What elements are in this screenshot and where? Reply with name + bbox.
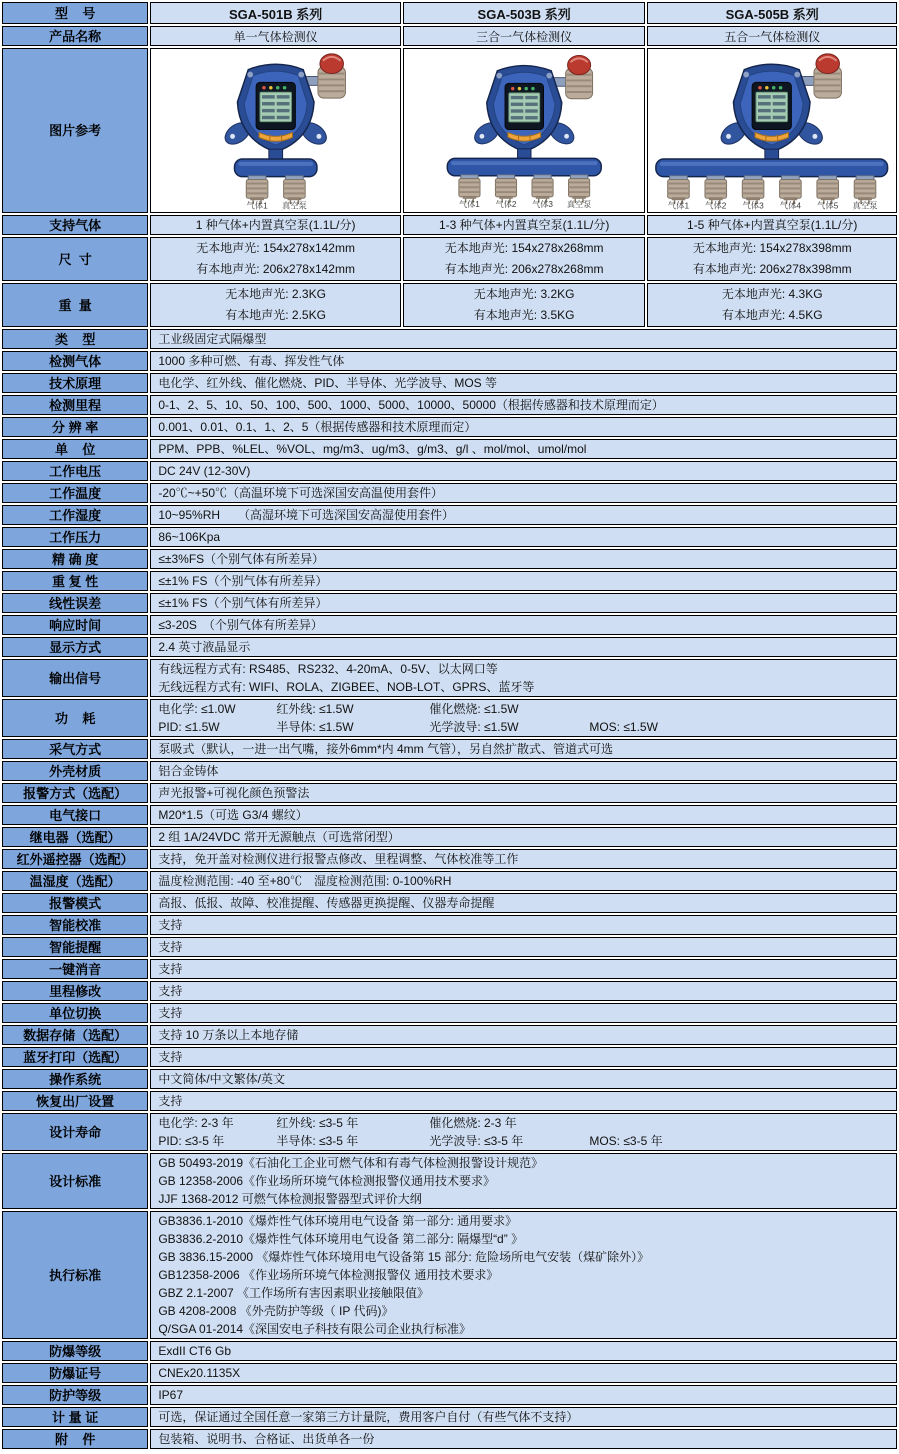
spec-row-value xyxy=(150,461,897,481)
spec-text: 电化学: ≤1.0W xyxy=(158,702,236,716)
spec-row-value xyxy=(150,571,897,591)
spec-row-value xyxy=(150,871,897,891)
spec-row-label: 外壳材质 xyxy=(2,761,148,781)
spec-row xyxy=(2,329,897,349)
spec-text: 支持 xyxy=(158,1006,183,1020)
spec-row-label: 防爆证号 xyxy=(2,1363,148,1383)
spec-row-value xyxy=(150,1025,897,1045)
size-no-alarm: 无本地声光: 154x278x268mm xyxy=(444,241,604,255)
spec-row xyxy=(2,417,897,437)
spec-text: 0.001、0.01、0.1、1、2、5（根据传感器和技术原理而定） xyxy=(158,420,477,434)
spec-row-value xyxy=(150,1047,897,1067)
spec-text: GB 50493-2019《石油化工企业可燃气体和有毒气体检测报警设计规范》 xyxy=(158,1156,544,1170)
spec-text: 铝合金铸体 xyxy=(158,764,219,778)
spec-row-value xyxy=(150,593,897,613)
weight-row xyxy=(2,283,897,327)
spec-row xyxy=(2,893,897,913)
svg-text:真空泵: 真空泵 xyxy=(281,200,307,211)
size-no-alarm: 无本地声光: 154x278x142mm xyxy=(196,241,355,255)
spec-row-value xyxy=(150,1341,897,1361)
spec-text: 支持 xyxy=(158,962,183,976)
spec-row-label: 检测气体 xyxy=(2,351,148,371)
spec-row-value xyxy=(150,1385,897,1405)
spec-row-value xyxy=(150,849,897,869)
product-name-1: 单一气体检测仪 xyxy=(150,26,401,46)
gas-support-1 xyxy=(150,215,401,235)
spec-row-label: 智能提醒 xyxy=(2,937,148,957)
product-name-2: 三合一气体检测仪 xyxy=(403,26,646,46)
spec-text: 2.4 英寸液晶显示 xyxy=(158,640,251,654)
weight-cell-2 xyxy=(403,283,646,327)
spec-row-value xyxy=(150,505,897,525)
svg-text:气体3: 气体3 xyxy=(532,199,553,209)
spec-row-label: 一键消音 xyxy=(2,959,148,979)
spec-text: 可选，保证通过全国任意一家第三方计量院，费用客户自付（有些气体不支持） xyxy=(158,1410,579,1424)
spec-text: 支持 xyxy=(158,1050,183,1064)
spec-row-label: 工作电压 xyxy=(2,461,148,481)
spec-row-label: 检测里程 xyxy=(2,395,148,415)
spec-row xyxy=(2,761,897,781)
spec-text: 电化学: 2-3 年 xyxy=(158,1116,234,1130)
spec-row xyxy=(2,439,897,459)
spec-row-value xyxy=(150,637,897,657)
spec-row xyxy=(2,395,897,415)
svg-text:气体1: 气体1 xyxy=(458,199,480,209)
spec-text: 中文简体/中文繁体/英文 xyxy=(158,1072,285,1086)
size-cell-1 xyxy=(150,237,401,281)
weight-with-alarm: 有本地声光: 4.5KG xyxy=(721,308,823,322)
spec-text: 1000 多种可燃、有毒、挥发性气体 xyxy=(158,354,345,368)
spec-row-value xyxy=(150,1429,897,1449)
gas-support-text: 1-5 种气体+内置真空泵(1.1L/分) xyxy=(687,218,858,232)
spec-text: 温度检测范围: -40 至+80℃ 湿度检测范围: 0-100%RH xyxy=(158,874,452,888)
spec-row xyxy=(2,461,897,481)
spec-row xyxy=(2,1091,897,1111)
spec-text: 电化学、红外线、催化燃烧、PID、半导体、光学波导、MOS 等 xyxy=(158,376,498,390)
row-label-product: 产品名称 xyxy=(2,26,148,46)
spec-row-label: 工作温度 xyxy=(2,483,148,503)
spec-row-label: 防爆等级 xyxy=(2,1341,148,1361)
spec-row-value xyxy=(150,659,897,697)
size-cell-3 xyxy=(647,237,897,281)
spec-row-label: 红外遥控器（选配） xyxy=(2,849,148,869)
svg-text:气体2: 气体2 xyxy=(705,200,727,211)
spec-row xyxy=(2,1363,897,1383)
spec-row xyxy=(2,571,897,591)
spec-row-value xyxy=(150,1407,897,1427)
model-name-3: SGA-505B 系列 xyxy=(647,2,897,24)
spec-text: M20*1.5（可选 G3/4 螺纹） xyxy=(158,808,308,822)
spec-row xyxy=(2,849,897,869)
spec-row xyxy=(2,699,897,737)
spec-row xyxy=(2,1025,897,1045)
spec-text: GB 12358-2006《作业场所环境气体检测报警仪通用技术要求》 xyxy=(158,1174,496,1188)
size-row xyxy=(2,237,897,281)
spec-row-label: 类 型 xyxy=(2,329,148,349)
spec-text: JJF 1368-2012 可燃气体检测报警器型式评价大纲 xyxy=(158,1192,422,1206)
spec-row xyxy=(2,1341,897,1361)
spec-row-label: 设计寿命 xyxy=(2,1113,148,1151)
spec-text: 声光报警+可视化颜色预警法 xyxy=(158,786,310,800)
spec-text: GB3836.2-2010《爆炸性气体环境用电气设备 第二部分: 隔爆型“d” 》 xyxy=(158,1232,524,1246)
spec-row xyxy=(2,351,897,371)
size-with-alarm: 有本地声光: 206x278x268mm xyxy=(444,262,604,276)
spec-text: 2 组 1A/24VDC 常开无源触点（可选常闭型） xyxy=(158,830,400,844)
spec-row xyxy=(2,981,897,1001)
svg-text:气体4: 气体4 xyxy=(780,200,802,211)
spec-row-value xyxy=(150,1069,897,1089)
size-no-alarm: 无本地声光: 154x278x398mm xyxy=(692,241,852,255)
spec-row xyxy=(2,959,897,979)
row-label-size: 尺 寸 xyxy=(2,237,148,281)
svg-text:气体1: 气体1 xyxy=(246,200,268,211)
spec-row-label: 采气方式 xyxy=(2,739,148,759)
spec-text: PPM、PPB、%LEL、%VOL、mg/m3、ug/m3、g/m3、g/l 、mol/mol、umol/mol xyxy=(158,442,587,456)
spec-row xyxy=(2,549,897,569)
svg-text:真空泵: 真空泵 xyxy=(566,199,592,209)
spec-text: ≤±3%FS（个别气体有所差异） xyxy=(158,552,325,566)
spec-text: 半导体: ≤1.5W xyxy=(276,720,354,734)
spec-row xyxy=(2,915,897,935)
spec-row-value xyxy=(150,761,897,781)
spec-text: MOS: ≤1.5W xyxy=(589,720,658,734)
spec-text: 10~95%RH （高湿环境下可选深国安高湿使用套件） xyxy=(158,508,455,522)
row-label-weight: 重 量 xyxy=(2,283,148,327)
spec-text: ≤±1% FS（个别气体有所差异） xyxy=(158,574,328,588)
gas-support-text: 1-3 种气体+内置真空泵(1.1L/分) xyxy=(438,218,610,232)
spec-row-value xyxy=(150,739,897,759)
gas-detector-illustration-3 xyxy=(648,49,896,212)
spec-row xyxy=(2,827,897,847)
spec-text: 催化燃烧: ≤1.5W xyxy=(429,702,519,716)
gas-support-2 xyxy=(403,215,646,235)
spec-row-value xyxy=(150,1211,897,1339)
spec-row-value xyxy=(150,549,897,569)
spec-row xyxy=(2,593,897,613)
spec-text: DC 24V (12-30V) xyxy=(158,464,251,478)
spec-row xyxy=(2,1407,897,1427)
spec-row-value xyxy=(150,1091,897,1111)
spec-row xyxy=(2,505,897,525)
spec-row-value xyxy=(150,981,897,1001)
spec-row-value xyxy=(150,351,897,371)
size-with-alarm: 有本地声光: 206x278x142mm xyxy=(196,262,355,276)
spec-row-value xyxy=(150,439,897,459)
spec-text: GB 3836.15-2000 《爆炸性气体环境用电气设备第 15 部分: 危险场所电气安装（煤矿除外）》 xyxy=(158,1250,650,1264)
spec-row xyxy=(2,1211,897,1339)
spec-text: PID: ≤3-5 年 xyxy=(158,1134,225,1148)
spec-row-value xyxy=(150,527,897,547)
spec-text: PID: ≤1.5W xyxy=(158,720,220,734)
product-image-cell-2 xyxy=(403,48,646,213)
spec-row-label: 工作湿度 xyxy=(2,505,148,525)
spec-row-value xyxy=(150,937,897,957)
spec-text: 无线远程方式有: WIFI、ROLA、ZIGBEE、NOB-LOT、GPRS、蓝牙等 xyxy=(158,680,535,694)
spec-row xyxy=(2,739,897,759)
spec-text: 支持 xyxy=(158,984,183,998)
spec-text: 光学波导: ≤1.5W xyxy=(429,720,519,734)
spec-row xyxy=(2,1153,897,1209)
spec-text: GB 4208-2008 《外壳防护等级（ IP 代码)》 xyxy=(158,1304,394,1318)
spec-row-label: 线性误差 xyxy=(2,593,148,613)
spec-row xyxy=(2,1047,897,1067)
spec-row xyxy=(2,373,897,393)
product-name-3: 五合一气体检测仪 xyxy=(647,26,897,46)
spec-text: ≤±1% FS（个别气体有所差异） xyxy=(158,596,328,610)
spec-row-value xyxy=(150,893,897,913)
spec-text: Q/SGA 01-2014《深国安电子科技有限公司企业执行标准》 xyxy=(158,1322,472,1336)
spec-row-label: 单 位 xyxy=(2,439,148,459)
gas-support-text: 1 种气体+内置真空泵(1.1L/分) xyxy=(195,218,356,232)
spec-text: 支持 xyxy=(158,1094,183,1108)
spec-text: 86~106Kpa xyxy=(158,530,221,544)
spec-text: 半导体: ≤3-5 年 xyxy=(276,1134,359,1148)
spec-text: MOS: ≤3-5 年 xyxy=(589,1134,663,1148)
spec-row-label: 继电器（选配） xyxy=(2,827,148,847)
weight-no-alarm: 无本地声光: 3.2KG xyxy=(473,287,575,301)
spec-row-label: 附 件 xyxy=(2,1429,148,1449)
gas-support-3 xyxy=(647,215,897,235)
spec-text: 支持 xyxy=(158,918,183,932)
spec-text: 支持 xyxy=(158,940,183,954)
spec-text: ≤3-20S （个别气体有所差异） xyxy=(158,618,323,632)
spec-text: 红外线: ≤1.5W xyxy=(276,702,354,716)
product-image-cell-1 xyxy=(150,48,401,213)
spec-text: 支持 10 万条以上本地存储 xyxy=(158,1028,299,1042)
weight-with-alarm: 有本地声光: 3.5KG xyxy=(473,308,575,322)
spec-row-value xyxy=(150,1003,897,1023)
row-label-image: 图片参考 xyxy=(2,48,148,213)
spec-row-value xyxy=(150,805,897,825)
spec-text: 有线远程方式有: RS485、RS232、4-20mA、0-5V、以太网口等 xyxy=(158,662,498,676)
image-row xyxy=(2,48,897,213)
gas-detector-illustration-2 xyxy=(404,49,645,212)
spec-row-label: 重 复 性 xyxy=(2,571,148,591)
spec-row-label: 计 量 证 xyxy=(2,1407,148,1427)
spec-row xyxy=(2,1003,897,1023)
svg-text:气体5: 气体5 xyxy=(817,200,839,211)
spec-row-label: 设计标准 xyxy=(2,1153,148,1209)
spec-text: 包装箱、说明书、合格证、出货单各一份 xyxy=(158,1432,375,1446)
spec-row-label: 蓝牙打印（选配） xyxy=(2,1047,148,1067)
spec-row xyxy=(2,1069,897,1089)
spec-row xyxy=(2,483,897,503)
spec-row-value xyxy=(150,483,897,503)
spec-row-label: 报警模式 xyxy=(2,893,148,913)
svg-text:气体1: 气体1 xyxy=(668,200,690,211)
model-name-1: SGA-501B 系列 xyxy=(150,2,401,24)
spec-text: 0-1、2、5、10、50、100、500、1000、5000、10000、50000（根据传感器和技术原理而定） xyxy=(158,398,664,412)
spec-row xyxy=(2,783,897,803)
spec-text: IP67 xyxy=(158,1388,184,1402)
spec-text: GB3836.1-2010《爆炸性气体环境用电气设备 第一部分: 通用要求》 xyxy=(158,1214,518,1228)
spec-row-label: 功 耗 xyxy=(2,699,148,737)
spec-row-value xyxy=(150,1113,897,1151)
row-label-model: 型 号 xyxy=(2,2,148,24)
weight-no-alarm: 无本地声光: 4.3KG xyxy=(721,287,823,301)
supported-gas-row xyxy=(2,215,897,235)
model-row xyxy=(2,2,897,24)
spec-row-value xyxy=(150,615,897,635)
spec-row-value xyxy=(150,915,897,935)
spec-row-label: 单位切换 xyxy=(2,1003,148,1023)
weight-cell-1 xyxy=(150,283,401,327)
spec-text: -20℃~+50℃（高温环境下可选深国安高温使用套件） xyxy=(158,486,444,500)
spec-row xyxy=(2,937,897,957)
spec-row-label: 执行标准 xyxy=(2,1211,148,1339)
spec-row-label: 显示方式 xyxy=(2,637,148,657)
spec-row-label: 恢复出厂设置 xyxy=(2,1091,148,1111)
spec-row-label: 数据存储（选配） xyxy=(2,1025,148,1045)
spec-row-value xyxy=(150,1153,897,1209)
weight-cell-3 xyxy=(647,283,897,327)
spec-row-value xyxy=(150,1363,897,1383)
weight-with-alarm: 有本地声光: 2.5KG xyxy=(225,308,326,322)
spec-row-value xyxy=(150,417,897,437)
spec-row xyxy=(2,527,897,547)
spec-row-label: 智能校准 xyxy=(2,915,148,935)
spec-row xyxy=(2,615,897,635)
spec-row-value xyxy=(150,395,897,415)
spec-row-label: 工作压力 xyxy=(2,527,148,547)
svg-text:真空泵: 真空泵 xyxy=(852,200,878,211)
spec-row-label: 响应时间 xyxy=(2,615,148,635)
weight-no-alarm: 无本地声光: 2.3KG xyxy=(225,287,326,301)
spec-text: CNEx20.1135X xyxy=(158,1366,241,1380)
product-image-cell-3 xyxy=(647,48,897,213)
spec-row-label: 技术原理 xyxy=(2,373,148,393)
size-cell-2 xyxy=(403,237,646,281)
spec-text: 催化燃烧: 2-3 年 xyxy=(429,1116,517,1130)
spec-row-value xyxy=(150,329,897,349)
spec-row-value xyxy=(150,699,897,737)
spec-row-value xyxy=(150,783,897,803)
product-name-row xyxy=(2,26,897,46)
svg-text:气体2: 气体2 xyxy=(495,199,517,209)
spec-text: 工业级固定式隔爆型 xyxy=(158,332,267,346)
spec-row xyxy=(2,805,897,825)
spec-text: 支持，免开盖对检测仪进行报警点修改、里程调整、气体校准等工作 xyxy=(158,852,519,866)
spec-row-label: 输出信号 xyxy=(2,659,148,697)
spec-text: GBZ 2.1-2007 《工作场所有害因素职业接触限值》 xyxy=(158,1286,430,1300)
model-name-2: SGA-503B 系列 xyxy=(403,2,646,24)
spec-row xyxy=(2,637,897,657)
spec-row-value xyxy=(150,827,897,847)
spec-row-label: 温湿度（选配） xyxy=(2,871,148,891)
spec-text: ExdII CT6 Gb xyxy=(158,1344,232,1358)
gas-detector-illustration-1 xyxy=(151,49,400,212)
row-label-gas: 支持气体 xyxy=(2,215,148,235)
spec-text: 红外线: ≤3-5 年 xyxy=(276,1116,359,1130)
spec-row-label: 里程修改 xyxy=(2,981,148,1001)
size-with-alarm: 有本地声光: 206x278x398mm xyxy=(692,262,852,276)
spec-row-label: 精 确 度 xyxy=(2,549,148,569)
spec-row xyxy=(2,1429,897,1449)
spec-text: 光学波导: ≤3-5 年 xyxy=(429,1134,524,1148)
spec-row-label: 分 辨 率 xyxy=(2,417,148,437)
spec-row-label: 报警方式（选配） xyxy=(2,783,148,803)
svg-text:气体3: 气体3 xyxy=(742,200,765,211)
spec-row-value xyxy=(150,959,897,979)
spec-text: GB12358-2006 《作业场所环境气体检测报警仪 通用技术要求》 xyxy=(158,1268,499,1282)
spec-row xyxy=(2,1385,897,1405)
spec-row-label: 操作系统 xyxy=(2,1069,148,1089)
spec-row-label: 防护等级 xyxy=(2,1385,148,1405)
spec-row-label: 电气接口 xyxy=(2,805,148,825)
spec-row-value xyxy=(150,373,897,393)
spec-text: 高报、低报、故障、校准提醒、传感器更换提醒、仪器寿命提醒 xyxy=(158,896,495,910)
spec-row xyxy=(2,659,897,697)
spec-text: 泵吸式（默认，一进一出气嘴，接外6mm*内 4mm 气管），另自然扩散式、管道式可选 xyxy=(158,742,614,756)
spec-row xyxy=(2,871,897,891)
spec-row xyxy=(2,1113,897,1151)
